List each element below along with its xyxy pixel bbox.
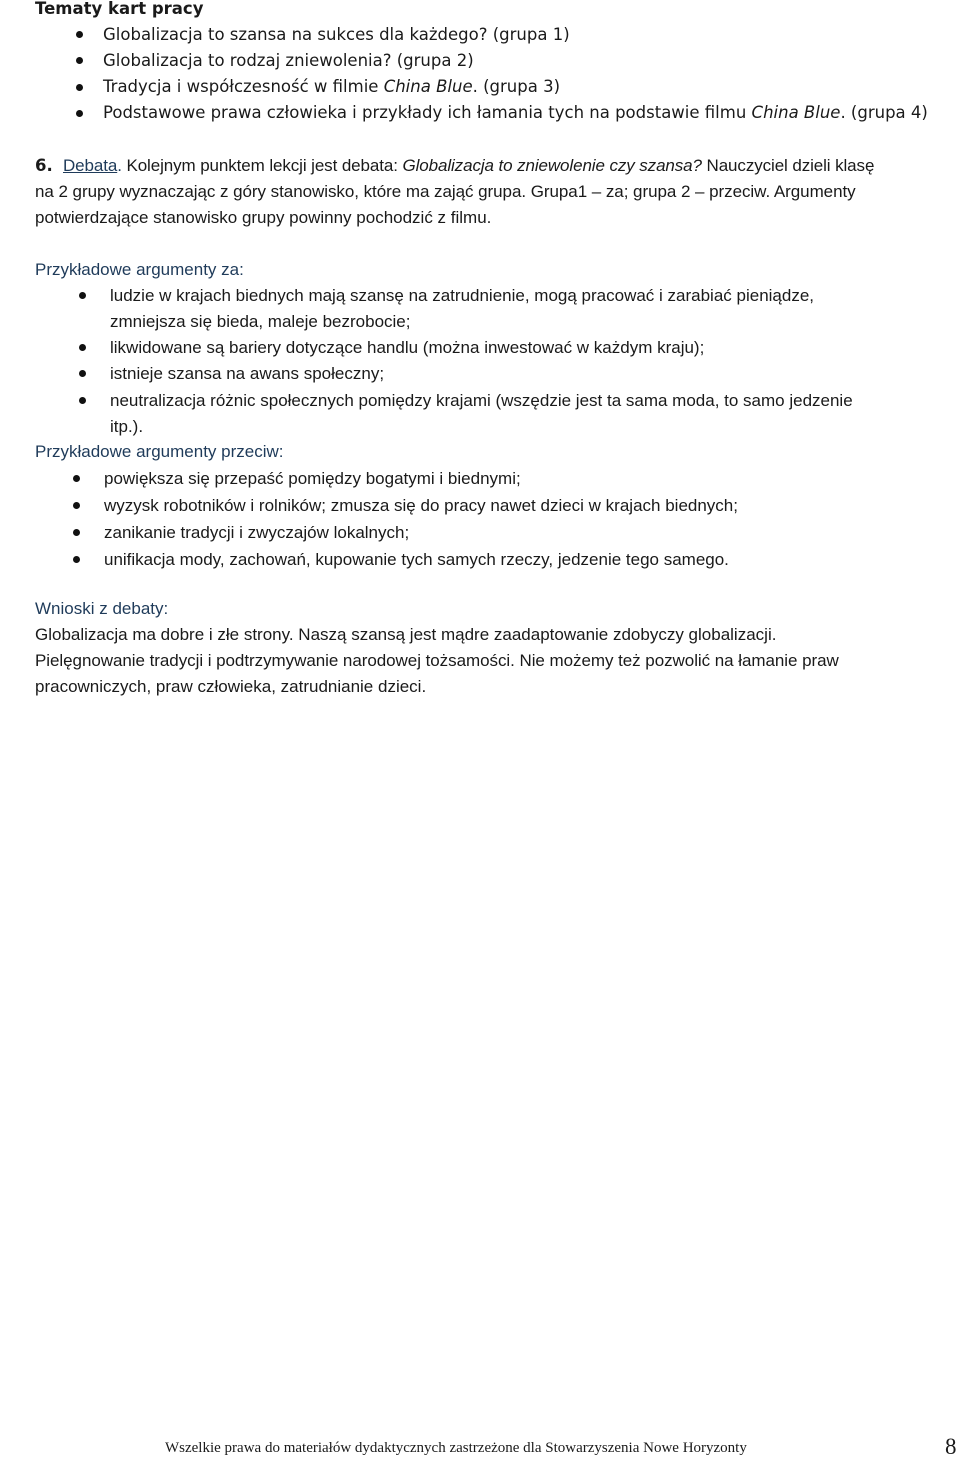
- argument-against-4: unifikacja mody, zachowań, kupowanie tych samych rzeczy, jedzenie tego samego.: [104, 550, 729, 569]
- debate-number: 6.: [35, 156, 53, 175]
- bullet-icon: [73, 529, 80, 536]
- debate-line-2: na 2 grupy wyznaczając z góry stanowisko, które ma zająć grupa. Grupa1 – za; grupa 2 – przeciw. Argumenty: [35, 182, 856, 201]
- topic-item-3: [103, 74, 560, 100]
- conclusions-line-2: Pielęgnowanie tradycji i podtrzymywanie narodowej tożsamości. Nie możemy też pozwolić na łamanie praw: [35, 651, 839, 670]
- argument-for-1-line-1: ludzie w krajach biednych mają szansę na zatrudnienie, mogą pracować i zarabiać pieniądze,: [110, 286, 815, 305]
- topic-item-1: Globalizacja to szansa na sukces dla każdego? (grupa 1): [103, 25, 570, 44]
- bullet-icon: [79, 344, 86, 351]
- topic-text: Tradycja i współczesność w filmie: [103, 77, 384, 96]
- bullet-icon: [79, 397, 86, 404]
- argument-against-3: zanikanie tradycji i zwyczajów lokalnych;: [104, 523, 410, 542]
- argument-for-3: istnieje szansa na awans społeczny;: [110, 364, 385, 383]
- debate-title-dot: .: [117, 156, 122, 175]
- topic-group: . (grupa 4): [840, 103, 928, 122]
- conclusions-line-3: pracowniczych, praw człowieka, zatrudnianie dzieci.: [35, 677, 427, 696]
- topic-group: . (grupa 3): [472, 77, 561, 96]
- argument-against-1: powiększa się przepaść pomiędzy bogatymi i biednymi;: [104, 469, 521, 488]
- footer-copyright: Wszelkie prawa do materiałów dydaktycznych zastrzeżone dla Stowarzyszenia Nowe Horyzonty: [165, 1440, 747, 1456]
- argument-for-4-line-2: itp.).: [110, 417, 144, 436]
- argument-for-1-line-2: zmniejsza się bieda, maleje bezrobocie;: [110, 312, 411, 331]
- topic-text: Podstawowe prawa człowieka i przykłady ich łamania tych na podstawie filmu: [103, 103, 752, 122]
- bullet-icon: [76, 31, 83, 38]
- topic-item-4: [103, 100, 928, 126]
- film-title: China Blue: [751, 103, 841, 122]
- arguments-against-heading: Przykładowe argumenty przeciw:: [35, 442, 284, 461]
- bullet-icon: [76, 84, 83, 91]
- conclusions-line-1: Globalizacja ma dobre i złe strony. Naszą szansą jest mądre zaadaptowanie zdobyczy globalizacji.: [35, 625, 777, 644]
- debate-topic: Globalizacja to zniewolenie czy szansa?: [402, 156, 702, 175]
- film-title: China Blue: [383, 77, 473, 96]
- debate-intro-rest: Nauczyciel dzieli klasę: [701, 156, 875, 175]
- bullet-icon: [73, 556, 80, 563]
- argument-against-2: wyzysk robotników i rolników; zmusza się do pracy nawet dzieci w krajach biednych;: [104, 496, 738, 515]
- page-number: 8: [945, 1434, 957, 1459]
- bullet-icon: [73, 475, 80, 482]
- debate-title: Debata: [63, 156, 118, 175]
- arguments-for-heading: Przykładowe argumenty za:: [35, 260, 244, 279]
- bullet-icon: [76, 57, 83, 64]
- bullet-icon: [73, 502, 80, 509]
- argument-for-2: likwidowane są bariery dotyczące handlu (można inwestować w każdym kraju);: [110, 338, 705, 357]
- debate-first-line: [63, 153, 874, 179]
- bullet-icon: [79, 292, 86, 299]
- bullet-icon: [79, 370, 86, 377]
- section-title: Tematy kart pracy: [35, 0, 204, 18]
- debate-line-3: potwierdzające stanowisko grupy powinny pochodzić z filmu.: [35, 208, 492, 227]
- topic-item-2: Globalizacja to rodzaj zniewolenia? (grupa 2): [103, 51, 474, 70]
- bullet-icon: [76, 110, 83, 117]
- argument-for-4-line-1: neutralizacja różnic społecznych pomiędzy krajami (wszędzie jest ta sama moda, to samo jedzenie: [110, 391, 853, 410]
- debate-intro: Kolejnym punktem lekcji jest debata:: [121, 156, 403, 175]
- conclusions-heading: Wnioski z debaty:: [35, 599, 169, 618]
